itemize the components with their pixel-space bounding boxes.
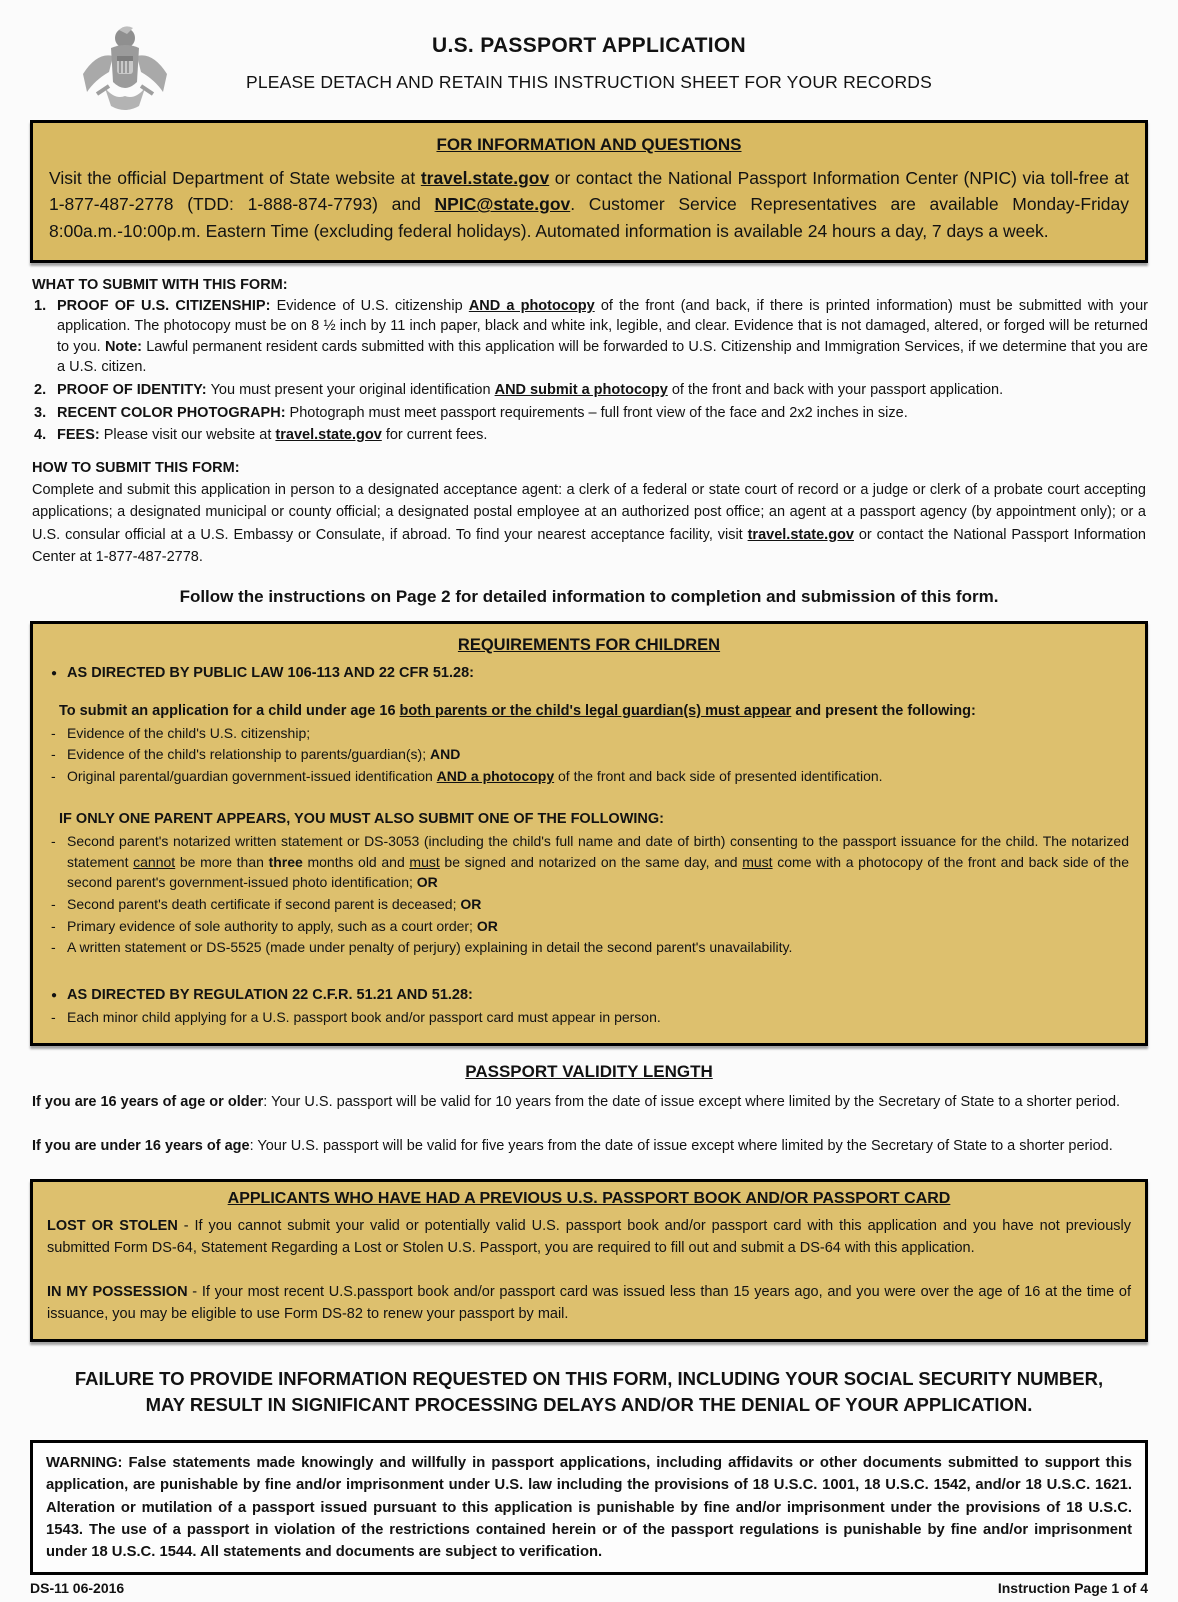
info-box-title: FOR INFORMATION AND QUESTIONS — [436, 135, 742, 154]
what-to-submit-section — [30, 277, 1148, 446]
death-certificate-item: - Second parent's death certificate if second parent is deceased; OR — [51, 894, 1129, 915]
children-box-title: REQUIREMENTS FOR CHILDREN — [457, 635, 721, 654]
children-parent-id-item: - Original parental/guardian government-issued identification AND a photocopy of the front and back side of presented identification. — [51, 766, 1129, 787]
info-box-body: Visit the official Department of State website at travel.state.gov or contact the National Passport Information Center (NPIC) via toll-free at 1-877-487-2778 (TDD: 1-888-874-7793) and NPIC@state.gov. Customer Service Representatives are available Monday-Friday 8:00a.m.-10:00p.m. Eastern Time (excluding federal holidays). Automated information is available 24 hours a day, 7 days a week. — [49, 168, 1130, 241]
how-to-submit-body: Complete and submit this application in person to a designated acceptance agent: a clerk of a federal or state court of record or a judge or clerk of a probate court accepting applications; a designated municipal or county official; a designated postal employee at an authorized post office; an agent at a passport agency (by appointment only); or a U.S. consular official at a U.S. Embassy or Consulate, if abroad. To find your nearest acceptance facility, visit travel.state.gov or contact the National Passport Information Center at 1-877-487-2778. — [32, 481, 1146, 566]
requirements-for-children-box — [30, 621, 1148, 1046]
children-intro: To submit an application for a child under age 16 both parents or the child's legal guardian(s) must appear and present the following: — [59, 702, 976, 719]
info-and-questions-box — [30, 120, 1148, 263]
item-number: 1. — [34, 297, 47, 314]
submit-item-citizenship — [34, 296, 1148, 378]
dash-icon: - — [51, 768, 56, 785]
great-seal-eagle-icon — [75, 22, 175, 114]
validity-heading: PASSPORT VALIDITY LENGTH — [465, 1061, 713, 1081]
minor-in-person-item: - Each minor child applying for a U.S. passport book and/or passport card must appear in person. — [51, 1007, 1129, 1028]
submit-item-fees — [34, 425, 1148, 446]
validity-under-16: If you are under 16 years of age: Your U.S. passport will be valid for five years from the date of issue except where limited by the Secretary of State to a shorter period. — [32, 1137, 1113, 1154]
item-text: PROOF OF IDENTITY: You must present your original identification AND submit a photocopy of the front and back with your passport application. — [57, 382, 1004, 399]
dash-icon: - — [51, 724, 56, 741]
ds5525-statement-item: - A written statement or DS-5525 (made under penalty of perjury) explaining in detail the second parent's unavailability. — [51, 937, 1129, 958]
item-number: 2. — [34, 382, 47, 399]
dash-icon: - — [51, 939, 56, 956]
previous-passport-title: APPLICANTS WHO HAVE HAD A PREVIOUS U.S. PASSPORT BOOK AND/OR PASSPORT CARD — [227, 1190, 951, 1208]
instruction-sheet-page — [30, 0, 1148, 1602]
page-footer — [30, 1580, 1148, 1602]
item-text: FEES: Please visit our website at travel.state.gov for current fees. — [57, 427, 488, 444]
dash-icon: - — [51, 832, 56, 849]
bullet-text: AS DIRECTED BY PUBLIC LAW 106-113 AND 22 CFR 51.28: — [67, 664, 474, 681]
dash-icon: - — [51, 746, 56, 763]
dash-icon: - — [51, 917, 56, 934]
warning-text: WARNING: False statements made knowingly and willfully in passport applications, including affidavits or other documents submitted to support this application, are punishable by fine and/or imprisonment under U.S. law including the provisions of 18 U.S.C. 1001, 18 U.S.C. 1542, and/or 18 U.S.C. 1621. Alteration or mutilation of a passport issued pursuant to this application is punishable by fine and/or imprisonment under the provisions of 18 U.S.C. 1543. The use of a passport in violation of the restrictions contained herein or of the passport regulations is punishable by fine and/or imprisonment under 18 U.S.C. 1544. All statements and documents are subject to verification. — [46, 1455, 1132, 1560]
form-number: DS-11 06-2016 — [30, 1580, 125, 1597]
page-subtitle: PLEASE DETACH AND RETAIN THIS INSTRUCTION SHEET FOR YOUR RECORDS — [245, 72, 932, 92]
item-number: 4. — [34, 427, 47, 444]
dash-icon: - — [51, 1009, 56, 1026]
item-text: PROOF OF U.S. CITIZENSHIP: Evidence of U.S. citizenship AND a photocopy of the front (and back, if there is printed information) must be submitted with your application. The photocopy must be on 8 ½ inch by 11 inch paper, black and white ink, legible, and clear. Evidence that is not damaged, altered, or forged will be returned to you. Note: Lawful permanent resident cards submitted with this application will be forwarded to U.S. Citizenship and Immigration Services, if we determine that you are a U.S. citizen. — [57, 297, 1148, 376]
one-parent-subheading: IF ONLY ONE PARENT APPEARS, YOU MUST ALSO SUBMIT ONE OF THE FOLLOWING: — [59, 810, 664, 827]
children-relationship-item: - Evidence of the child's relationship to parents/guardian(s); AND — [51, 744, 1129, 765]
passport-validity-section — [30, 1062, 1148, 1158]
page-indicator: Instruction Page 1 of 4 — [997, 1580, 1148, 1597]
lost-or-stolen-paragraph: LOST OR STOLEN - If you cannot submit your valid or potentially valid U.S. passport book and/or passport card with this application and you have not previously submitted Form DS-64, Statement Regarding a Lost or Stolen U.S. Passport, you are required to fill out and submit a DS-64 with this application. — [47, 1218, 1131, 1257]
submit-item-identity — [34, 380, 1148, 401]
page-header — [30, 20, 1148, 116]
regulation-bullet — [51, 987, 1129, 1003]
bullet-icon: ● — [51, 667, 58, 679]
public-law-bullet — [51, 665, 1129, 681]
what-to-submit-heading: WHAT TO SUBMIT WITH THIS FORM: — [32, 276, 288, 293]
page-title: U.S. PASSPORT APPLICATION — [432, 34, 746, 57]
children-evidence-item: - Evidence of the child's U.S. citizenship; — [51, 723, 1129, 744]
bullet-icon: ● — [51, 990, 58, 1002]
follow-instructions-note: Follow the instructions on Page 2 for detailed information to completion and submission of this form. — [179, 586, 999, 606]
dash-icon: - — [51, 895, 56, 912]
how-to-submit-heading: HOW TO SUBMIT THIS FORM: — [32, 459, 240, 476]
failure-to-provide-notice: FAILURE TO PROVIDE INFORMATION REQUESTED ON THIS FORM, INCLUDING YOUR SOCIAL SECURITY NUMBER, MAY RESULT IN SIGNIFICANT PROCESSING DELAYS AND/OR THE DENIAL OF YOUR APPLICATION. — [74, 1368, 1104, 1416]
validity-16-or-older: If you are 16 years of age or older: Your U.S. passport will be valid for 10 years from the date of issue except where limited by the Secretary of State to a shorter period. — [32, 1093, 1121, 1110]
how-to-submit-section — [30, 460, 1148, 607]
item-text: RECENT COLOR PHOTOGRAPH: Photograph must meet passport requirements – full front view of the face and 2x2 inches in size. — [57, 404, 908, 421]
notarized-statement-item: - Second parent's notarized written statement or DS-3053 (including the child's full name and date of birth) consenting to the passport issuance for the child. The notarized statement cannot be more than three months old and must be signed and notarized on the same day, and must come with a photocopy of the front and back side of the second parent's government-issued photo identification; OR — [51, 831, 1129, 893]
warning-box — [30, 1440, 1148, 1575]
submit-item-photograph — [34, 403, 1148, 424]
in-my-possession-paragraph: IN MY POSSESSION - If your most recent U.S.passport book and/or passport card was issued less than 15 years ago, and you were over the age of 16 at the time of issuance, you may be eligible to use Form DS-82 to renew your passport by mail. — [47, 1283, 1131, 1322]
item-number: 3. — [34, 404, 47, 421]
sole-authority-item: - Primary evidence of sole authority to apply, such as a court order; OR — [51, 916, 1129, 937]
previous-passport-box — [30, 1179, 1148, 1342]
header-titles — [30, 20, 1148, 93]
bullet-text: AS DIRECTED BY REGULATION 22 C.F.R. 51.21 AND 51.28: — [67, 987, 473, 1004]
